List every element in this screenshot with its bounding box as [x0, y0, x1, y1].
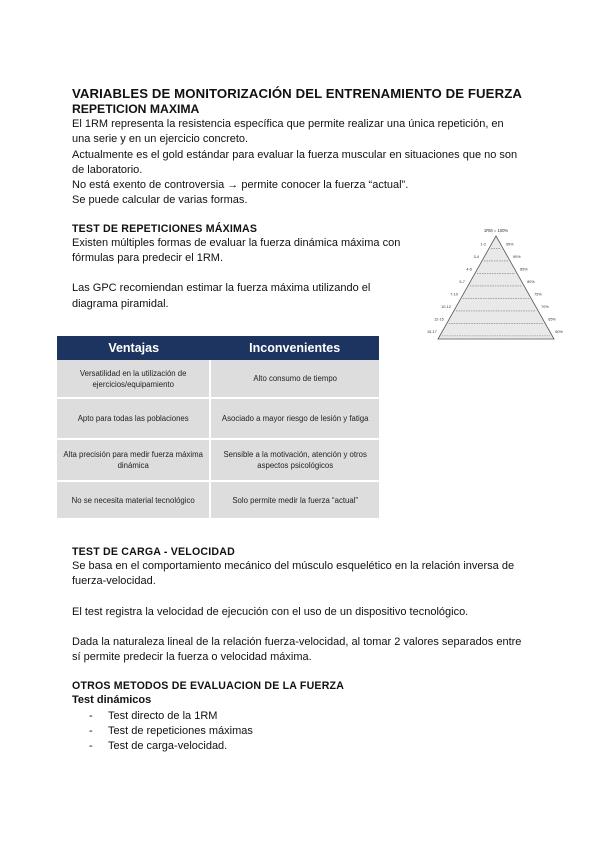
intro-line: El 1RM representa la resistencia específica que permite realizar una única repetición, en [72, 118, 504, 130]
intro-line: de laboratorio. [72, 163, 143, 176]
list-item: - Test directo de la 1RM [89, 709, 218, 722]
pyramid-reps-label: 7-10 [450, 292, 458, 297]
subheading-test-dinamicos: Test dinámicos [72, 694, 152, 707]
list-item: - Test de repeticiones máximas [89, 725, 253, 738]
pyramid-reps-label: 10-12 [441, 304, 451, 309]
document-body-lower [72, 545, 532, 755]
table-row [57, 398, 379, 439]
pyramid-percent-label: 75% [534, 292, 542, 297]
test-carga-line: sí permite predecir la fuerza o velocidad máxima. [72, 651, 312, 664]
table-cell: Versatilidad en la utilización de ejercicios/equipamiento [57, 360, 210, 398]
test-rep-line: diagrama piramidal. [72, 297, 169, 310]
test-carga-line: Dada la naturaleza lineal de la relación fuerza-velocidad, al tomar 2 valores separados entre [72, 635, 522, 648]
pyramid-percent-label: 80% [527, 279, 535, 284]
intro-line: Se puede calcular de varias formas. [72, 194, 248, 207]
pyramid-reps-label: 12-15 [434, 317, 444, 322]
pyramid-percent-label: 95% [506, 242, 514, 247]
ventajas-inconvenientes-table [57, 336, 379, 518]
test-dinamicos-list [72, 709, 532, 755]
pyramid-percent-label: 85% [520, 267, 528, 272]
table-cell: Alta precisión para medir fuerza máxima dinámica [57, 439, 210, 481]
test-rep-line: Existen múltiples formas de evaluar la fuerza dinámica máxima con [72, 236, 401, 249]
table-row [57, 360, 379, 398]
page-title: VARIABLES DE MONITORIZACIÓN DEL ENTRENAMIENTO DE FUERZA [72, 86, 522, 101]
pyramid-top-label: 1RM = 100% [483, 228, 509, 233]
pyramid-percent-label: 90% [513, 254, 521, 259]
pyramid-reps-label: 3-4 [473, 254, 479, 259]
section-heading-otros-metodos: OTROS METODOS DE EVALUACION DE LA FUERZA [72, 680, 345, 693]
intro-line: Actualmente es el gold estándar para evaluar la fuerza muscular en situaciones que no son [72, 148, 518, 161]
table-cell: Solo permite medir la fuerza “actual” [210, 481, 379, 518]
intro-line: No está exento de controversia → permite conocer la fuerza “actual”. [72, 179, 409, 192]
table-cell: Alto consumo de tiempo [210, 360, 379, 398]
pyramid-diagram [420, 223, 570, 348]
table-row [57, 481, 379, 518]
intro-line: una serie y en un ejercicio concreto. [72, 133, 249, 146]
table-cell: No se necesita material tecnológico [57, 481, 210, 518]
section-heading-test-carga-velocidad: TEST DE CARGA - VELOCIDAD [72, 546, 235, 558]
pyramid-reps-label: 1-2 [480, 242, 486, 247]
pyramid-reps-label: 5-7 [459, 279, 465, 284]
test-carga-line: fuerza-velocidad. [72, 575, 156, 588]
pyramid-percent-label: 70% [541, 304, 549, 309]
test-rep-line: fórmulas para predecir el 1RM. [72, 252, 224, 265]
table-cell: Apto para todas las poblaciones [57, 398, 210, 439]
table-cell: Asociado a mayor riesgo de lesión y fatiga [210, 398, 379, 439]
pyramid-reps-label: 4-5 [466, 267, 472, 272]
section-title-repeticion-maxima: REPETICION MAXIMA [72, 102, 200, 116]
test-carga-line: El test registra la velocidad de ejecución con el uso de un dispositivo tecnológico. [72, 605, 469, 618]
table-cell: Sensible a la motivación, atención y otros aspectos psicológicos [210, 439, 379, 481]
table-header-ventajas: Ventajas [57, 336, 210, 360]
pyramid-percent-label: 65% [548, 317, 556, 322]
pyramid-percent-label: 60% [555, 329, 563, 334]
table-row [57, 439, 379, 481]
list-item: - Test de carga-velocidad. [89, 740, 228, 753]
pyramid-reps-label: 15-17 [427, 329, 437, 334]
table-header-inconvenientes: Inconvenientes [210, 336, 379, 360]
test-carga-line: Se basa en el comportamiento mecánico del músculo esquelético en la relación inversa de [72, 560, 515, 572]
test-rep-line: Las GPC recomiendan estimar la fuerza máxima utilizando el [72, 282, 371, 295]
section-heading-test-repeticiones: TEST DE REPETICIONES MÁXIMAS [72, 222, 258, 235]
